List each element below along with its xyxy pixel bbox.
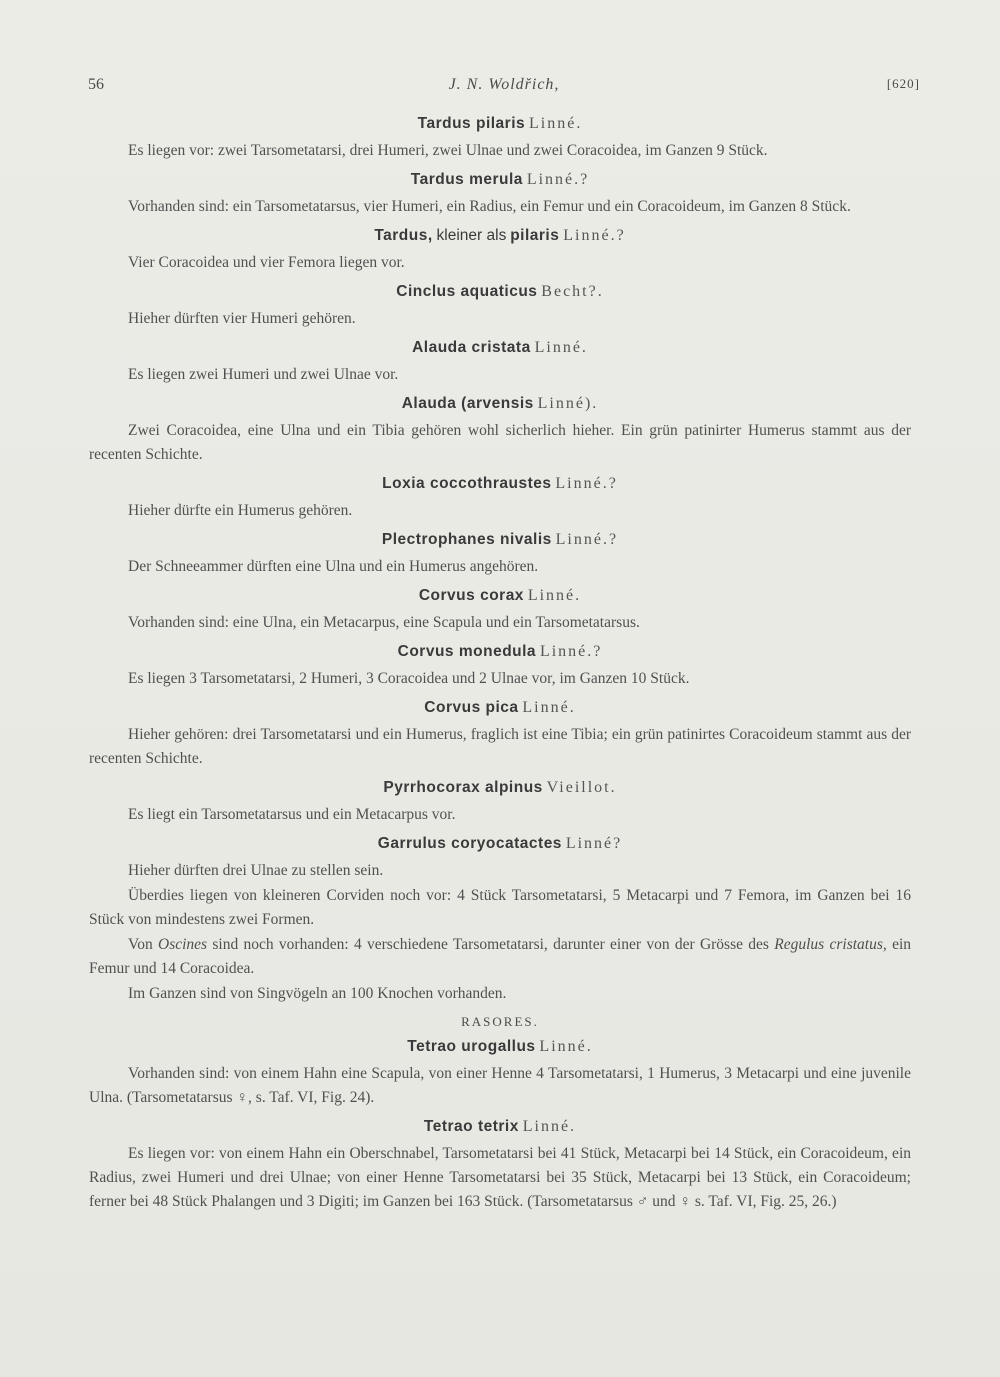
species-author: Linné.? bbox=[563, 227, 626, 244]
species-description: Es liegt ein Tarsometatarsus und ein Metacarpus vor. bbox=[128, 806, 456, 823]
species-name: Garrulus coryocatactes bbox=[377, 835, 562, 852]
species-name: Plectrophanes nivalis bbox=[381, 531, 552, 548]
species-author: Linné. bbox=[534, 339, 588, 356]
species-qualifier: kleiner als bbox=[436, 227, 507, 244]
species-heading bbox=[89, 585, 911, 606]
species-compare-name: pilaris bbox=[510, 227, 560, 244]
species-heading bbox=[89, 1116, 911, 1137]
species-name: Cinclus aquaticus bbox=[396, 283, 538, 300]
species-heading bbox=[89, 777, 911, 798]
species-name: Loxia coccothraustes bbox=[382, 475, 552, 492]
species-author: Linné.? bbox=[526, 171, 590, 188]
regulus-term: Regulus cristatus, bbox=[774, 936, 887, 953]
species-heading bbox=[89, 529, 911, 550]
running-title: J. N. Woldřich, bbox=[448, 76, 560, 93]
species-heading bbox=[89, 833, 911, 854]
species-author: Linné. bbox=[522, 1118, 577, 1135]
species-name: Pyrrhocorax alpinus bbox=[383, 779, 543, 796]
species-description: Der Schneeammer dürften eine Ulna und ein Humerus angehören. bbox=[128, 558, 539, 575]
species-description: Hieher gehören: drei Tarsometatarsi und ein Humerus, fraglich ist eine Tibia; ein grün patinirtes Coracoideum stammt aus der recenten Schichte. bbox=[89, 726, 911, 767]
species-description: Zwei Coracoidea, eine Ulna und ein Tibia gehören wohl sicherlich hieher. Ein grün patinirter Humerus stammt aus der recenten Schichte. bbox=[89, 422, 911, 463]
species-heading bbox=[89, 641, 911, 662]
species-author: Linné. bbox=[529, 115, 583, 132]
species-heading bbox=[89, 393, 911, 414]
oscines-post: ein Femur und 14 Coracoidea. bbox=[89, 936, 912, 977]
original-page-number: [620] bbox=[886, 76, 920, 91]
species-heading bbox=[89, 281, 911, 302]
species-heading bbox=[89, 169, 911, 190]
oscines-mid: sind noch vorhanden: 4 verschiedene Tarsometatarsi, darunter einer von der Grösse des bbox=[212, 936, 769, 953]
species-author: Becht?. bbox=[541, 283, 604, 300]
corviden-paragraph: Überdies liegen von kleineren Corviden noch vor: 4 Stück Tarsometatarsi, 5 Metacarpi und 7 Femora, im Ganzen bei 16 Stück von mindestens zwei Formen. bbox=[89, 887, 911, 928]
species-author: Vieillot. bbox=[546, 779, 617, 796]
oscines-paragraph bbox=[89, 933, 911, 981]
species-description: Hieher dürften vier Humeri gehören. bbox=[128, 310, 356, 327]
species-heading bbox=[89, 337, 911, 358]
species-name: Tetrao tetrix bbox=[423, 1118, 519, 1135]
species-author: Linné.? bbox=[555, 475, 618, 492]
species-heading bbox=[89, 1036, 911, 1057]
page-header bbox=[88, 76, 920, 98]
species-description: Es liegen zwei Humeri und zwei Ulnae vor. bbox=[128, 366, 399, 383]
species-heading bbox=[89, 225, 911, 246]
species-author: Linné. bbox=[539, 1038, 593, 1055]
species-heading bbox=[89, 473, 911, 494]
species-description: Vorhanden sind: ein Tarsometatarsus, vier Humeri, ein Radius, ein Femur und ein Coracoideum, im Ganzen 8 Stück. bbox=[128, 198, 851, 215]
page-number: 56 bbox=[88, 76, 104, 93]
species-author: Linné.? bbox=[539, 643, 603, 660]
species-name: Tetrao urogallus bbox=[407, 1038, 536, 1055]
species-description: Hieher dürften drei Ulnae zu stellen sein. bbox=[128, 862, 384, 879]
species-name: Alauda (arvensis bbox=[401, 395, 534, 412]
species-description: Vorhanden sind: eine Ulna, ein Metacarpus, eine Scapula und ein Tarsometatarsus. bbox=[128, 614, 640, 631]
species-description: Hieher dürfte ein Humerus gehören. bbox=[128, 502, 353, 519]
species-author: Linné). bbox=[537, 395, 599, 412]
species-author: Linné. bbox=[527, 587, 582, 604]
species-name: Tardus, bbox=[374, 227, 433, 244]
species-description: Vorhanden sind: von einem Hahn eine Scapula, von einer Henne 4 Tarsometatarsi, 1 Humerus, 3 Metacarpi und eine juvenile Ulna. (Tarsometatarsus ♀, s. Taf. VI, Fig. 24). bbox=[89, 1065, 911, 1106]
species-heading bbox=[89, 113, 911, 134]
total-paragraph: Im Ganzen sind von Singvögeln an 100 Knochen vorhanden. bbox=[128, 985, 507, 1002]
species-description: Es liegen vor: zwei Tarsometatarsi, drei Humeri, zwei Ulnae und zwei Coracoidea, im Ganzen 9 Stück. bbox=[128, 142, 768, 159]
species-name: Tardus merula bbox=[410, 171, 523, 188]
species-author: Linné? bbox=[565, 835, 623, 852]
species-name: Corvus pica bbox=[424, 699, 519, 716]
oscines-term: Oscines bbox=[158, 936, 208, 953]
species-name: Corvus monedula bbox=[397, 643, 537, 660]
species-name: Corvus corax bbox=[418, 587, 524, 604]
species-name: Tardus pilaris bbox=[417, 115, 526, 132]
section-heading-rasores: RASORES. bbox=[461, 1014, 539, 1029]
species-description: Es liegen 3 Tarsometatarsi, 2 Humeri, 3 Coracoidea und 2 Ulnae vor, im Ganzen 10 Stück. bbox=[128, 670, 690, 687]
species-name: Alauda cristata bbox=[412, 339, 531, 356]
oscines-pre: Von bbox=[128, 936, 153, 953]
page-body bbox=[89, 113, 911, 1220]
species-heading bbox=[89, 697, 911, 718]
species-author: Linné. bbox=[522, 699, 576, 716]
species-description: Vier Coracoidea und vier Femora liegen vor. bbox=[128, 254, 405, 271]
species-author: Linné.? bbox=[555, 531, 619, 548]
species-description: Es liegen vor: von einem Hahn ein Oberschnabel, Tarsometatarsi bei 41 Stück, Metacarpi bei 14 Stück, ein Coracoideum, ein Radius, zwei Humeri und drei Ulnae; von einer Henne Tarsometatarsi bei 35 Stück, Metacarpi bei 13 Stück, ein Coracoideum; ferner bei 48 Stück Phalangen und 3 Digiti; im Ganzen bei 163 Stück. (Tarsometatarsus ♂ und ♀ s. Taf. VI, Fig. 25, 26.) bbox=[89, 1145, 911, 1210]
